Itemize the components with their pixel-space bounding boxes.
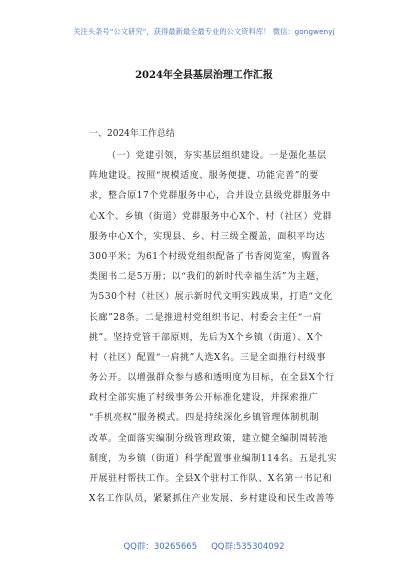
paragraph-line: 挑”。坚持党管干部原则，先后为X个乡镇（街道）、X个 bbox=[89, 332, 324, 343]
document-title: 2024年全县基层治理工作汇报 bbox=[135, 70, 273, 81]
section-heading: 一、2024年工作总结 bbox=[89, 129, 175, 139]
paragraph-line: 务公开。以增强群众参与感和透明度为目标，在全县X个行 bbox=[89, 373, 335, 384]
paragraph-line: 政村全部实施了村级事务公开标准化建设，并探索推广 bbox=[89, 393, 319, 404]
paragraph-line: “手机亮权”服务模式。四是持续深化乡镇管理体制机制 bbox=[89, 413, 319, 424]
paragraph-line: 求，整合原17个党群服务中心，合并设立县级党群服务中 bbox=[89, 191, 331, 202]
body-text bbox=[89, 146, 353, 509]
paragraph-line: 阵地建设。按照“规模适度、服务便捷、功能完善”的要 bbox=[89, 171, 319, 182]
paragraph-line: 村（社区）配置“一肩挑”人选X名。三是全面推行村级事 bbox=[89, 352, 326, 363]
footer-contact bbox=[0, 540, 408, 552]
paragraph-line: 开展驻村帮扶工作。全县X个驻村工作队、X名第一书记和 bbox=[89, 474, 333, 484]
paragraph-line: 类图书二是5万册；以“我们的新时代幸福生活”为主题， bbox=[89, 272, 326, 283]
header-promo-note: 关注头条号“公文研究”，获得最新最全最专业的公文资料库！ 微信：gongwenyj bbox=[73, 27, 335, 36]
paragraph-line: （一）党建引领，夯实基层组织建设。一是强化基层 bbox=[107, 151, 327, 161]
footer-qq-group-2: QQ群:535304092 bbox=[211, 542, 285, 552]
footer-qq-group-1: QQ群：30265665 bbox=[123, 542, 198, 552]
paragraph-line: 心X个、乡镇（街道）党群服务中心X个、村（社区）党群 bbox=[89, 211, 333, 222]
paragraph-line: 为530个村（社区）展示新时代文明实践成果，打造“文化 bbox=[89, 292, 333, 303]
paragraph-line: 长廊”28条。二是推进村党组织书记、村委会主任“一肩 bbox=[89, 312, 322, 323]
paragraph-line: 300平米；为61个村级党组织配备了书香阅览室，购置各 bbox=[89, 251, 331, 262]
paragraph-line: 服务中心X个，实现县、乡、村三级全覆盖，面积平均达 bbox=[89, 231, 326, 242]
paragraph-line: 制度，为乡镇（街道）科学配置事业编制114名。五是扎实 bbox=[89, 453, 338, 464]
paragraph-line: 改革。全面落实编制分级管理政策，建立健全编制周转池 bbox=[89, 433, 328, 444]
paragraph-line: X名工作队员，紧紧抓住产业发展、乡村建设和民生改善等 bbox=[89, 494, 335, 505]
